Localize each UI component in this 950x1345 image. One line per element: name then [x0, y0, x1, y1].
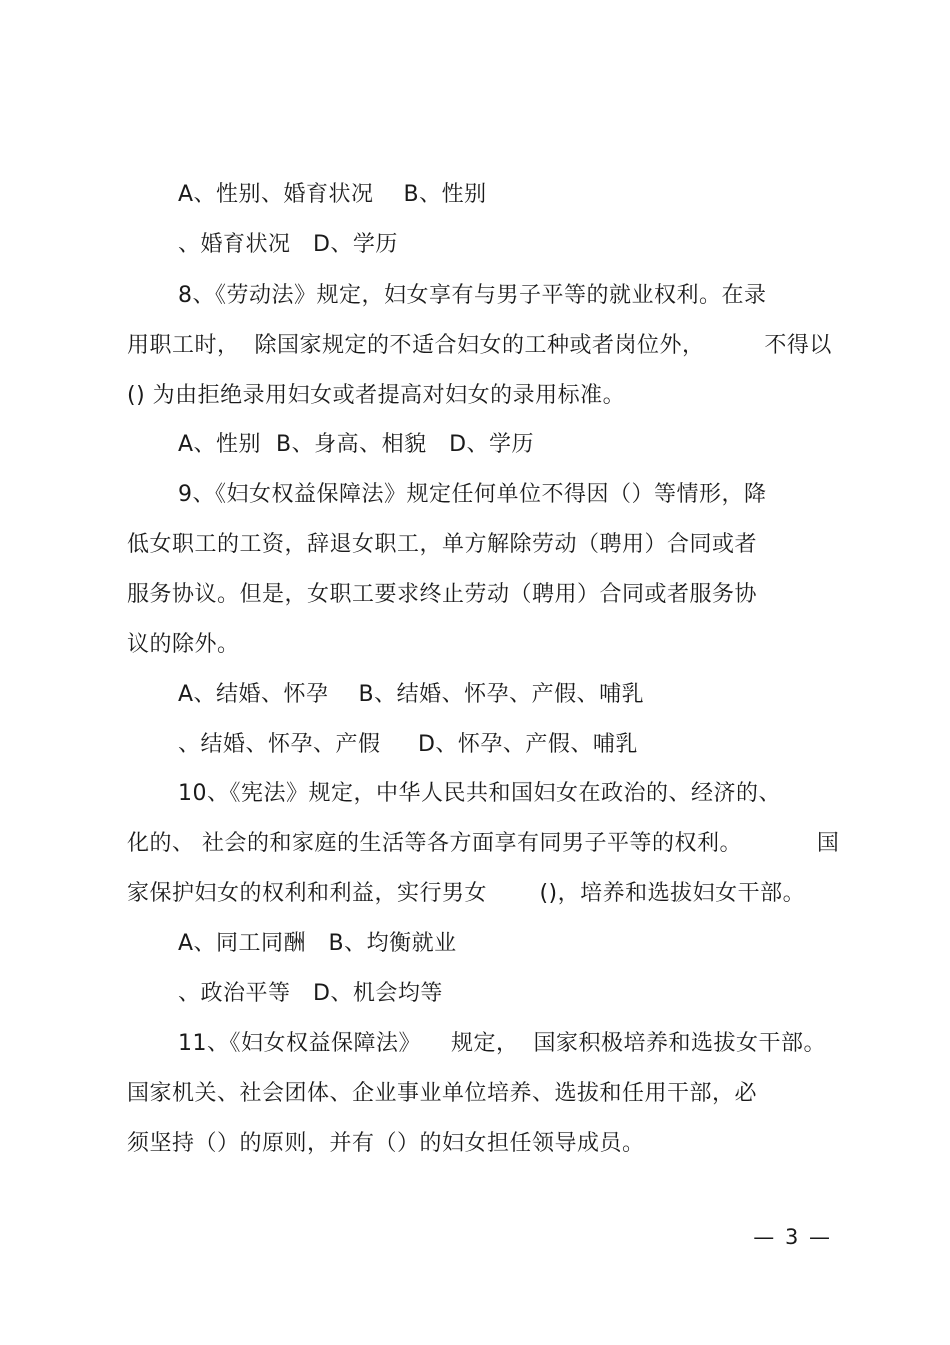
q9-question-line-4: 议的除外。: [127, 632, 240, 657]
q8-options-line: A、性别 B、身高、相貌 D、学历: [178, 432, 535, 457]
q10-question-line-1: 10、《宪法》规定，中华人民共和国妇女在政治的、经济的、: [178, 781, 781, 806]
q10-options-line-2: 、政治平等 D、机会均等: [178, 981, 443, 1006]
q10-question-line-2: 化的、 社会的和家庭的生活等各方面享有同男子平等的权利。 国: [127, 831, 840, 856]
q9-options-line-2: 、结婚、怀孕、产假 D、怀孕、产假、哺乳: [178, 732, 638, 757]
q11-question-line-1: 11、《妇女权益保障法》 规定， 国家积极培养和选拔女干部。: [178, 1031, 826, 1056]
q7-options-line-1: A、性别、婚育状况 B、性别: [178, 182, 487, 207]
q9-options-line-1: A、结婚、怀孕 B、结婚、怀孕、产假、哺乳: [178, 682, 645, 707]
q10-options-line-1: A、同工同酬 B、均衡就业: [178, 931, 457, 956]
page-number: — 3 —: [753, 1225, 832, 1249]
q9-question-line-2: 低女职工的工资，辞退女职工，单方解除劳动（聘用）合同或者: [127, 532, 758, 557]
q11-question-line-2: 国家机关、社会团体、企业事业单位培养、选拔和任用干部，必: [127, 1081, 758, 1106]
q9-question-line-1: 9、《妇女权益保障法》规定任何单位不得因（）等情形，降: [178, 482, 767, 507]
q11-question-line-3: 须坚持（）的原则，并有（）的妇女担任领导成员。: [127, 1131, 645, 1156]
q8-question-line-1: 8、《劳动法》规定，妇女享有与男子平等的就业权利。在录: [178, 283, 767, 308]
q8-question-line-2: 用职工时， 除国家规定的不适合妇女的工种或者岗位外， 不得以: [127, 333, 832, 358]
q7-options-line-2: 、婚育状况 D、学历: [178, 232, 398, 257]
q8-question-line-3: () 为由拒绝录用妇女或者提高对妇女的录用标准。: [127, 383, 626, 408]
q9-question-line-3: 服务协议。但是，女职工要求终止劳动（聘用）合同或者服务协: [127, 582, 758, 607]
q10-question-line-3: 家保护妇女的权利和利益，实行男女 ()，培养和选拔妇女干部。: [127, 881, 806, 906]
